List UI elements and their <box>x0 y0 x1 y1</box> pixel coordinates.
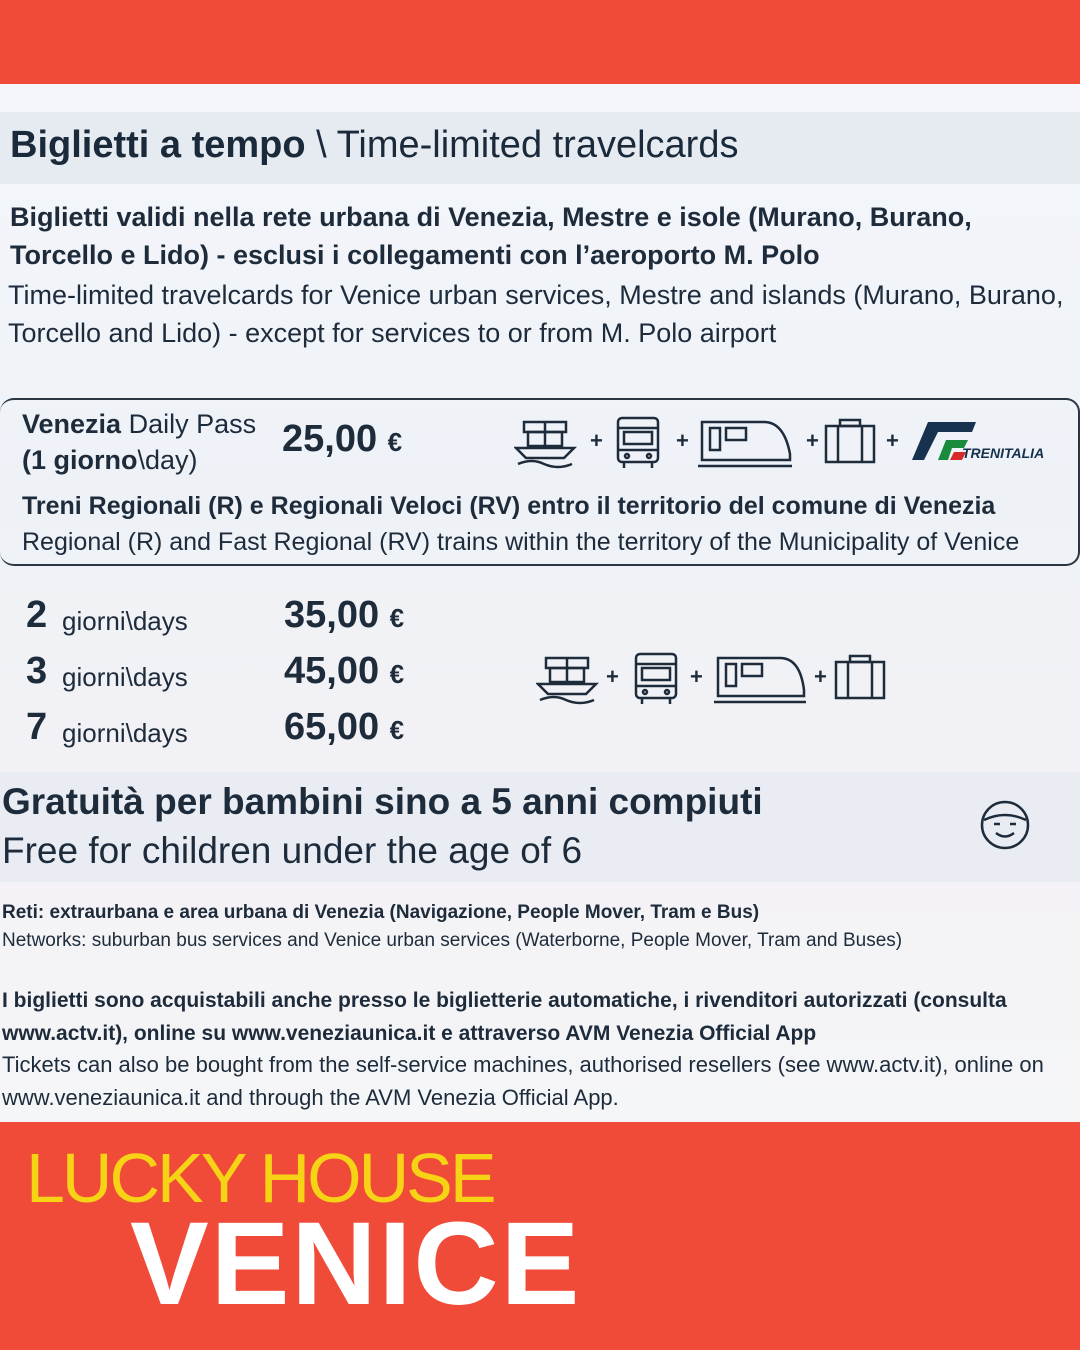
ticket-sign <box>0 84 1080 1122</box>
pass-duration-bold: (1 giorno <box>22 445 138 475</box>
plus-sign: + <box>676 428 689 453</box>
people-mover-icon <box>826 420 874 462</box>
trains-en: Regional (R) and Fast Regional (RV) trains within the territory of the Municipality of Venice <box>22 528 1020 556</box>
plus-sign: + <box>814 664 827 689</box>
purchase-info-it: I biglietti sono acquistabili anche presso le biglietterie automatiche, i rivenditori autorizzati (consulta www.actv.it), online su www.veneziaunica.it e attraverso AVM Venezia Official App <box>2 989 1007 1045</box>
trenitalia-wordmark: TRENITALIA <box>962 445 1045 461</box>
day-price: 65,00 € <box>284 706 405 748</box>
pass-name-rest: Daily Pass <box>121 409 257 439</box>
day-count: 7 <box>26 706 48 748</box>
day-price: 35,00 € <box>284 594 405 636</box>
sign-title <box>10 124 738 167</box>
pass-duration-rest: \day) <box>137 445 198 475</box>
day-price: 45,00 € <box>284 650 405 692</box>
daily-pass-name <box>22 406 256 478</box>
people-mover-icon <box>836 656 884 698</box>
plus-sign: + <box>886 428 899 453</box>
day-label: giorni\days <box>62 606 188 636</box>
networks-en: Networks: suburban bus services and Venice urban services (Waterborne, People Mover, Tram and Buses) <box>2 930 903 951</box>
top-band <box>0 0 1080 84</box>
purchase-info-en: Tickets can also be bought from the self-service machines, authorised resellers (see www.actv.it), online on www.veneziaunica.it and through the AVM Venezia Official App. <box>2 1052 1044 1110</box>
daily-pass-price <box>282 418 402 461</box>
pass-name-bold: Venezia <box>22 409 122 439</box>
boat-icon <box>538 658 596 703</box>
price-value: 25,00 <box>282 418 378 460</box>
plus-sign: + <box>690 664 703 689</box>
networks-it: Reti: extraurbana e area urbana di Venezia (Navigazione, People Mover, Tram e Bus) <box>2 902 760 923</box>
title-en: Time-limited travelcards <box>336 124 739 166</box>
plus-sign: + <box>606 664 619 689</box>
description-en: Time-limited travelcards for Venice urban services, Mestre and islands (Murano, Burano, Torcello and Lido) - except for services to or from M. Polo airport <box>8 280 1064 348</box>
children-en: Free for children under the age of 6 <box>2 830 583 871</box>
plus-sign: + <box>806 428 819 453</box>
children-it: Gratuità per bambini sino a 5 anni compiuti <box>2 781 763 822</box>
bus-icon <box>618 418 658 468</box>
title-it: Biglietti a tempo <box>10 124 306 166</box>
day-count: 2 <box>26 594 48 636</box>
tram-icon <box>714 658 806 702</box>
multi-day-icons <box>536 650 896 706</box>
day-count: 3 <box>26 650 48 692</box>
day-label: giorni\days <box>62 662 188 692</box>
bus-icon <box>636 654 676 704</box>
description-it: Biglietti validi nella rete urbana di Venezia, Mestre e isole (Murano, Burano, Torcello e Lido) - esclusi i collegamenti con l’aeroporto M. Polo <box>10 202 972 270</box>
day-label: giorni\days <box>62 718 188 748</box>
boat-icon <box>516 422 574 467</box>
title-separator: \ <box>305 124 337 166</box>
brand-line-2: VENICE <box>130 1198 582 1330</box>
tram-icon <box>698 422 792 466</box>
plus-sign: + <box>590 428 603 453</box>
trenitalia-logo <box>912 422 1044 461</box>
child-face-icon <box>978 798 1032 852</box>
trains-it: Treni Regionali (R) e Regionali Veloci (RV) entro il territorio del comune di Venezia <box>22 492 996 520</box>
currency: € <box>387 427 403 457</box>
brand-line-1: LUCKY HOUSE <box>26 1139 494 1217</box>
daily-pass-icons <box>514 414 1074 470</box>
